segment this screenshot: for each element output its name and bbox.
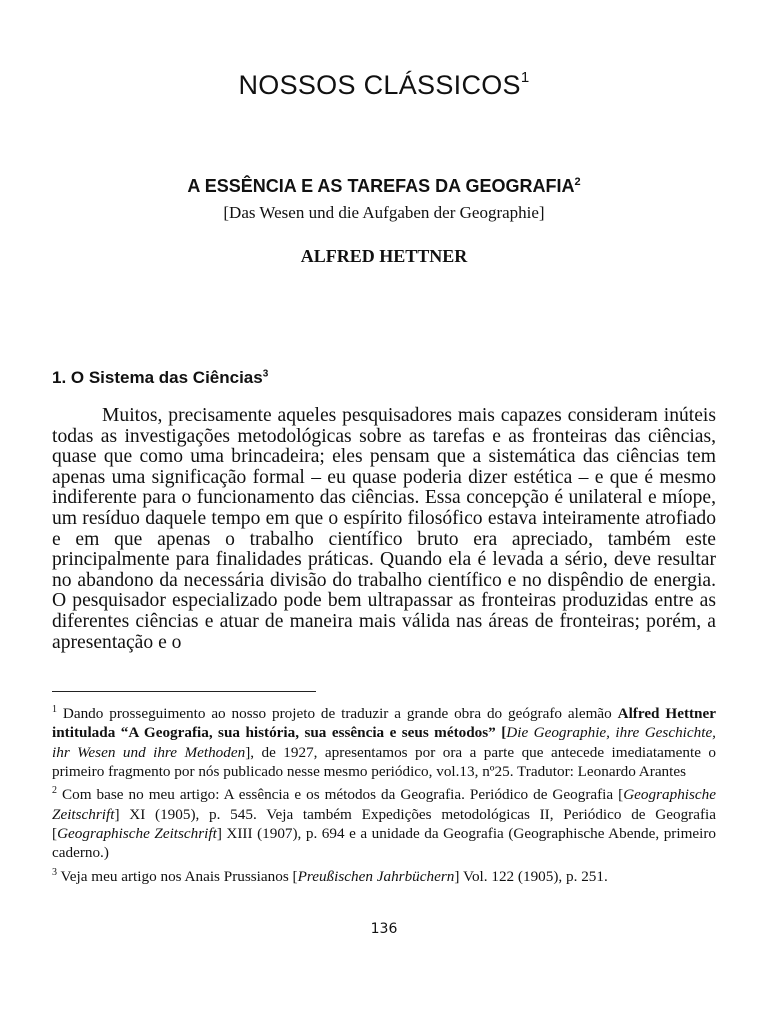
page-number: 136 [370,921,398,937]
footnote-3 [52,863,716,886]
footnote-text: Veja meu artigo nos Anais Prussianos [ [57,867,298,885]
footnote-text: ] Vol. 122 (1905), p. 251. [454,867,608,885]
footnote-ref-2[interactable]: 2 [574,176,581,188]
footnote-italic-title: Die Geographie, ihre Geschichte, ihr Wesen und ihre Methoden [52,724,716,761]
section-title [0,70,768,101]
footnote-text: ], de 1927, apresentamos por ora a parte que antecede imediatamente o primeiro fragmento por nós publicado nesse mesmo periódico, vol.13, nº25. Tradutor: Leonardo Arantes [52,743,716,780]
section-heading-text: 1. O Sistema das Ciências [52,368,263,387]
author-name: ALFRED HETTNER [300,246,468,266]
footnote-ref-1[interactable]: 1 [520,69,530,86]
footnote-italic-title: Geographische Zeitschrift [57,824,217,842]
article-title-text: A ESSÊNCIA E AS TAREFAS DA GEOGRAFIA [187,176,575,196]
footnote-1 [52,700,716,781]
footnote-bold-text: Alfred Hettner intitulada “A Geografia, sua história, sua essência e seus métodos” [ [52,705,716,742]
footnote-2 [52,781,716,862]
footnote-italic-title: Preußischen Jahrbüchern [297,867,455,885]
footnotes [52,700,716,886]
section-title-text: NOSSOS CLÁSSICOS [238,70,521,100]
footnote-text: Com base no meu artigo: A essência e os métodos da Geografia. Periódico de Geografia [ [57,786,624,804]
footnote-text: Dando prosseguimento ao nosso projeto de traduzir a grande obra do geógrafo alemão [57,705,618,723]
article-title [0,176,768,197]
footnote-marker: 2 [52,785,57,797]
footnote-marker: 3 [52,866,57,878]
footnote-text: ] XI (1905), p. 545. Veja também Expedições metodológicas II, Periódico de Geografia [ [52,805,716,842]
footnote-text: ] XIII (1907), p. 694 e a unidade da Geografia (Geographische Abende, primeiro caderno.) [52,824,716,862]
original-title: [Das Wesen und die Aufgaben der Geographie] [223,203,545,222]
body-paragraph: Muitos, precisamente aqueles pesquisadores mais capazes consideram inúteis todas as investigações metodológicas sobre as tarefas e as fronteiras das ciências, quase que como uma brincadeira; eles pensam que a sistemática das ciências tem apenas uma significação formal – eu quase poderia dizer estética – e que é mesmo indiferente para o funcionamento das ciências. Essa concepção é unilateral e míope, um resíduo daquele tempo em que o espírito filosófico estava inteiramente atrofiado e em que apenas o trabalho científico bruto era apreciado, também este principalmente para finalidades práticas. Quando ela é levada a sério, deve resultar no abandono da necessária divisão do trabalho científico e no dispêndio de energia. O pesquisador especializado pode bem ultrapassar as fronteiras produzidas entre as diferentes ciências e atuar de maneira mais válida nas áreas de fronteiras; porém, a apresentação e o [52,405,716,653]
footnote-marker: 1 [52,704,57,715]
footnote-ref-3[interactable]: 3 [262,368,269,380]
footnote-divider [52,691,316,692]
section-heading [52,368,268,388]
footnote-italic-title: Geographische Zeitschrift [52,786,716,823]
